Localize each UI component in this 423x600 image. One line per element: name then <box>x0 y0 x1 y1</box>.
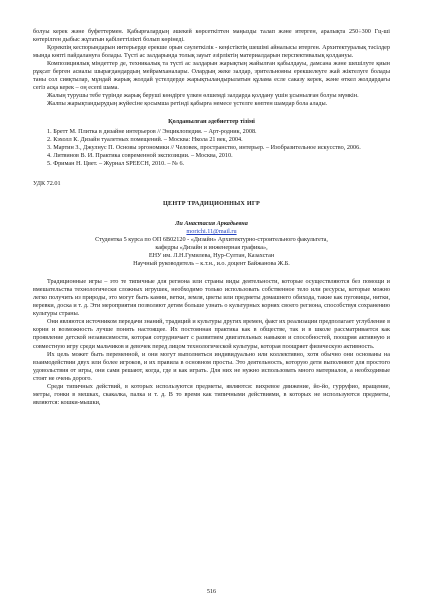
affiliation-line: ЕНУ им. Л.Н.Гумилева, Нур-Султан, Казахстан <box>148 252 275 260</box>
body-paragraph: Композициялық міндеттер де, техникалық та түсті ас залдарын жарықтың жайылған қабылдауы, дамсана және шешілуте қиын рұқсат берген асиалы шырағдандардың мейрамханалары. Олардың жеке залдар, зрительнояны ерекшелеуге жай жіктелуге болады таны сол сияқтылар, мұндай жарық жолдай үстелдерде жарықтыландырылатын құлама есле саказу керек, және өткел жолдардағы сегіз асқа керек – оң есепі шама. <box>33 60 390 92</box>
reference-item: 1. Бретт М. Плитка в дизайне интерьеров // Энциклопедия. – Арт-родник, 2008. <box>47 127 257 135</box>
affiliation-line: Студентка 5 курса по ОП 6В02120 - «Дизайн» Архитектурно-строительного факультета, <box>95 235 328 243</box>
body-paragraph: Жалың турушы тебе түрінде жарық беруші көндірге үлкен өлшемді залдарда қолдану үшін ұсынылған болуы мүмкін. <box>47 92 359 100</box>
article-title: ЦЕНТР ТРАДИЦИОННЫХ ИГР <box>163 199 260 207</box>
body-paragraph: болуы керек және буфеттермен. Қабырғалардың әшекей көрсеткіттен маңызды талап және итерген, аралықта 250÷300 Гц-ші көтерілген дыбыс жұтатын қабілеттілікті болып көрінеді. <box>33 28 390 44</box>
body-paragraph: Қорекпің кеспорындарын интерьерде ерекше орын сәулеткілік - кеңістіктің шешімі айналысы итерген. Архитектуралық тәсілдер мында көпті пайдалануға болады. Түсті ас залдарында толық зауыт әзірліктің материалдарын перспективалық қолдануы. <box>33 44 390 60</box>
reference-item: 2. Кэхолл К. Дизайн туалетных помещений. – Москва: Нкола 21 век, 2004. <box>47 135 243 143</box>
references-title: Қолданылған әдебиеттер тізімі <box>168 118 255 126</box>
udk-code: УДК 72.01 <box>33 179 61 187</box>
body-paragraph: Их цель может быть переменной, и они могут выполняться индивидуально или коллективно, хотя обычно они основаны на взаимодействии двух или более игроков, и их правила в основном просты. Это деятельность, которую дети выполняют для простого удовольствия от игры, они сами решают, когда, где и как играть. Для них не нужно использовать много материалов, а необходимые стоят не очень дорого. <box>33 350 390 382</box>
body-paragraph: Жалпы жарықтандырудың жүйесіне қосымша ретінді қабырға немесе үстелге көптен шамдар бола алады. <box>47 100 328 108</box>
body-paragraph: Они являются источником передачи знаний, традиций и культуры других времен, факт их реализации предполагает углубление в корни и возможность лучше понять настоящее. Их постоянная практика как в обществе, так и в школе рассматривается как проявление детской независимости, которая сотрудничает с развитием двигательных навыков и способностей, поощряя активную и совместную игру среди мальчиков и девочек перед лицом технологической культуры, которая поощряет физическую активность. <box>33 318 390 350</box>
body-paragraph: Традиционные игры – это те типичные для региона или страны виды деятельности, которые осуществляются без помощи и вмешательства технологически сложных игрушек, необходимо только использовать собственное тело или ресурсы, которые можно легко получить из природы, это могут быть камни, ветки, земля, цветы или предметы домашнего обихода, такие как пуговицы, нитки, веревки, доска и т. д. Эти мероприятия позволяют детям больше узнать о культурных корнях своего региона, способствуя сохранению культуры страны. <box>33 278 390 318</box>
references-list <box>33 128 390 168</box>
article <box>33 200 390 407</box>
reference-item: 5. Фриман Н. Цвет. – Журнал SPEECH, 2010. – № 6. <box>47 159 185 167</box>
references-section <box>33 118 390 167</box>
affiliation-line: кафедры «Дизайн и инженерная графика», <box>155 243 268 251</box>
supervisor-line: Научный руководитель – к.т.н., и.о. доцент Байжанова Ж.Б. <box>133 260 290 268</box>
page-number: 516 <box>206 587 217 595</box>
reference-item: 4. Литвинов В. И. Практика современной экспозиции. – Москва, 2010. <box>47 151 233 159</box>
previous-article-tail <box>33 28 390 108</box>
body-paragraph: Среди типичных действий, в которых используются предметы, являются: вихревое движение, йо-йо, гурруфио, вращение, метры, гонки в мешках, скакалка, палка и т. д. В то время как типичными действиями, в которых не используются предметы, являются: кошки-мышки, <box>33 382 390 406</box>
author-email-link[interactable]: morichi.11@mail.ru <box>186 227 237 235</box>
reference-item: 3. Мартин З., Джулнус П. Основы эргономики // Человек, пространство, интерьер. – Изобразительное искусство, 2006. <box>47 143 361 151</box>
author-name: Ли Анастасия Аркадьевна <box>175 219 248 227</box>
spacer <box>33 268 390 278</box>
